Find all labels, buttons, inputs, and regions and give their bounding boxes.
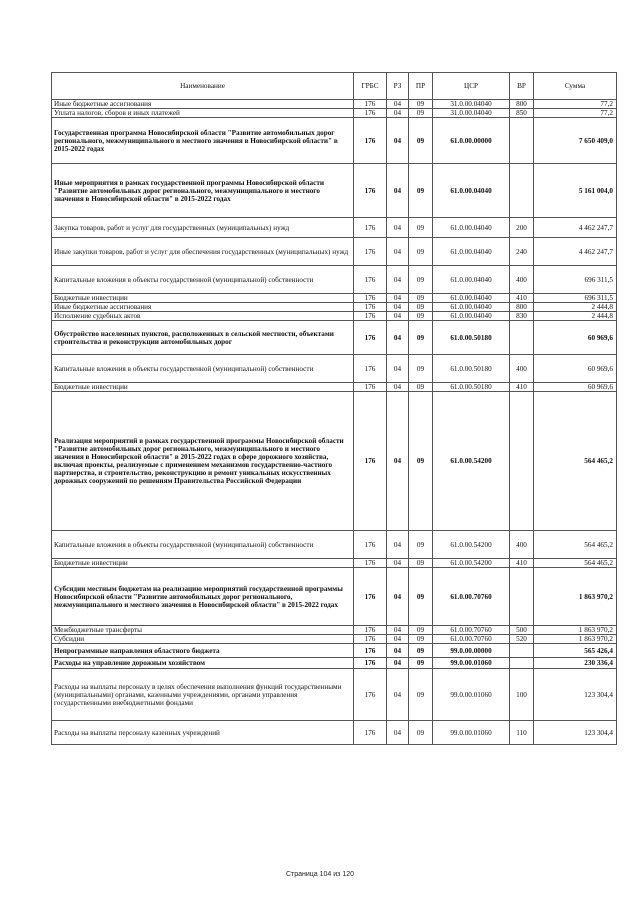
cell-grbs: 176 [354, 392, 387, 531]
cell-sum: 230 336,4 [534, 658, 617, 669]
cell-rz: 04 [387, 303, 409, 312]
table-row [52, 559, 617, 568]
cell-csr: 61.0.00.54200 [433, 531, 510, 559]
cell-name: Обустройство населенных пунктов, расположенных в сельской местности, объектами строительства и реконструкции автомобильных дорог [52, 321, 354, 355]
header-rz: РЗ [387, 73, 409, 100]
cell-pr: 09 [409, 164, 433, 218]
cell-name: Субсидии местным бюджетам на реализацию мероприятий государственной программы Новосибирской области "Развитие автомобильных дорог регионального, межмуниципального и местного значения в Новосибирской области" в 2015-2022 годах [52, 568, 354, 626]
cell-grbs: 176 [354, 109, 387, 118]
cell-csr: 99.0.00.01060 [433, 721, 510, 745]
cell-grbs: 176 [354, 635, 387, 644]
cell-pr: 09 [409, 635, 433, 644]
cell-csr: 99.0.00.00000 [433, 644, 510, 658]
cell-pr: 09 [409, 321, 433, 355]
cell-rz: 04 [387, 355, 409, 383]
cell-sum: 564 465,2 [534, 531, 617, 559]
cell-sum: 1 863 970,2 [534, 626, 617, 635]
cell-pr: 09 [409, 383, 433, 392]
cell-grbs: 176 [354, 721, 387, 745]
cell-name: Исполнение судебных актов [52, 312, 354, 321]
cell-rz: 04 [387, 392, 409, 531]
cell-rz: 04 [387, 321, 409, 355]
cell-vr: 400 [510, 355, 534, 383]
cell-rz: 04 [387, 658, 409, 669]
table-row [52, 531, 617, 559]
cell-csr: 99.0.00.01060 [433, 658, 510, 669]
cell-sum: 60 969,6 [534, 321, 617, 355]
cell-grbs: 176 [354, 118, 387, 164]
cell-name: Расходы на выплаты персоналу казенных учреждений [52, 721, 354, 745]
cell-sum: 2 444,8 [534, 303, 617, 312]
cell-sum: 77,2 [534, 100, 617, 109]
cell-vr [510, 658, 534, 669]
cell-vr: 800 [510, 100, 534, 109]
cell-csr: 61.0.00.04040 [433, 218, 510, 238]
cell-csr: 61.0.00.04040 [433, 312, 510, 321]
header-csr: ЦСР [433, 73, 510, 100]
cell-rz: 04 [387, 626, 409, 635]
cell-sum: 1 863 970,2 [534, 635, 617, 644]
cell-name: Бюджетные инвестиции [52, 383, 354, 392]
table-row [52, 266, 617, 294]
cell-vr: 830 [510, 312, 534, 321]
cell-grbs: 176 [354, 644, 387, 658]
cell-sum: 5 161 004,0 [534, 164, 617, 218]
cell-sum: 123 304,4 [534, 669, 617, 721]
cell-rz: 04 [387, 644, 409, 658]
cell-sum: 696 311,5 [534, 266, 617, 294]
cell-pr: 09 [409, 109, 433, 118]
cell-rz: 04 [387, 118, 409, 164]
cell-pr: 09 [409, 644, 433, 658]
cell-csr: 61.0.00.70760 [433, 635, 510, 644]
cell-pr: 09 [409, 294, 433, 303]
cell-grbs: 176 [354, 658, 387, 669]
cell-vr: 400 [510, 266, 534, 294]
cell-name: Расходы на выплаты персоналу в целях обеспечения выполнения функций государственными (муниципальными) органами, казенными учреждениями, органами управления государственными внебюджетными фондами [52, 669, 354, 721]
cell-pr: 09 [409, 392, 433, 531]
table-row [52, 109, 617, 118]
cell-vr: 100 [510, 669, 534, 721]
table-row [52, 383, 617, 392]
cell-pr: 09 [409, 266, 433, 294]
cell-name: Реализация мероприятий в рамках государственной программы Новосибирской области "Развитие автомобильных дорог регионального, межмуниципального и местного значения в Новосибирской области" в 2015-2022 годах в сфере дорожного хозяйства, включая проекты, реализуемые с применением механизмов государственно-частного партнерства, и строительство, реконструкцию и ремонт уникальных искусственных дорожных сооружений по решениям Правительства Российской Федерации [52, 392, 354, 531]
cell-name: Бюджетные инвестиции [52, 294, 354, 303]
cell-vr: 400 [510, 531, 534, 559]
cell-name: Субсидии [52, 635, 354, 644]
cell-vr: 200 [510, 218, 534, 238]
cell-name: Иные бюджетные ассигнования [52, 100, 354, 109]
cell-rz: 04 [387, 266, 409, 294]
cell-rz: 04 [387, 635, 409, 644]
cell-name: Капитальные вложения в объекты государственной (муниципальной) собственности [52, 355, 354, 383]
cell-name: Капитальные вложения в объекты государственной (муниципальной) собственности [52, 266, 354, 294]
cell-rz: 04 [387, 164, 409, 218]
cell-vr: 110 [510, 721, 534, 745]
cell-grbs: 176 [354, 568, 387, 626]
cell-rz: 04 [387, 721, 409, 745]
cell-name: Иные мероприятия в рамках государственной программы Новосибирской области "Развитие автомобильных дорог регионального, межмуниципального и местного значения в Новосибирской области" в 2015-2022 годах [52, 164, 354, 218]
cell-name: Межбюджетные трансферты [52, 626, 354, 635]
cell-csr: 61.0.00.04040 [433, 164, 510, 218]
cell-csr: 61.0.00.04040 [433, 266, 510, 294]
cell-name: Расходы на управление дорожным хозяйством [52, 658, 354, 669]
table-row [52, 321, 617, 355]
cell-grbs: 176 [354, 238, 387, 266]
cell-pr: 09 [409, 218, 433, 238]
cell-pr: 09 [409, 312, 433, 321]
cell-name: Уплата налогов, сборов и иных платежей [52, 109, 354, 118]
cell-grbs: 176 [354, 559, 387, 568]
cell-pr: 09 [409, 559, 433, 568]
cell-rz: 04 [387, 238, 409, 266]
cell-sum: 564 465,2 [534, 559, 617, 568]
cell-grbs: 176 [354, 164, 387, 218]
cell-rz: 04 [387, 383, 409, 392]
cell-csr: 61.0.00.54200 [433, 392, 510, 531]
table-row [52, 355, 617, 383]
cell-vr: 500 [510, 626, 534, 635]
cell-grbs: 176 [354, 218, 387, 238]
cell-pr: 09 [409, 669, 433, 721]
cell-pr: 09 [409, 355, 433, 383]
table-row [52, 303, 617, 312]
cell-sum: 1 863 970,2 [534, 568, 617, 626]
cell-csr: 61.0.00.70760 [433, 568, 510, 626]
table-row [52, 100, 617, 109]
table-row [52, 118, 617, 164]
cell-vr: 240 [510, 238, 534, 266]
cell-csr: 61.0.00.04040 [433, 303, 510, 312]
cell-rz: 04 [387, 294, 409, 303]
table-row [52, 238, 617, 266]
cell-pr: 09 [409, 568, 433, 626]
table-row [52, 635, 617, 644]
table-row [52, 658, 617, 669]
cell-csr: 31.0.00.04040 [433, 100, 510, 109]
cell-sum: 2 444,8 [534, 312, 617, 321]
cell-grbs: 176 [354, 303, 387, 312]
table-row [52, 218, 617, 238]
cell-vr: 410 [510, 559, 534, 568]
table-row [52, 164, 617, 218]
table-row [52, 644, 617, 658]
cell-grbs: 176 [354, 294, 387, 303]
header-vr: ВР [510, 73, 534, 100]
cell-name: Бюджетные инвестиции [52, 559, 354, 568]
page-footer: Страница 104 из 120 [285, 871, 355, 878]
cell-grbs: 176 [354, 355, 387, 383]
header-name: Наименование [52, 73, 354, 100]
cell-name: Иные бюджетные ассигнования [52, 303, 354, 312]
cell-grbs: 176 [354, 321, 387, 355]
cell-csr: 61.0.00.50180 [433, 355, 510, 383]
cell-csr: 61.0.00.04040 [433, 294, 510, 303]
cell-sum: 4 462 247,7 [534, 238, 617, 266]
cell-sum: 60 969,6 [534, 383, 617, 392]
cell-pr: 09 [409, 303, 433, 312]
cell-grbs: 176 [354, 383, 387, 392]
cell-pr: 09 [409, 118, 433, 164]
cell-grbs: 176 [354, 531, 387, 559]
table-row [52, 392, 617, 531]
cell-grbs: 176 [354, 669, 387, 721]
cell-sum: 123 304,4 [534, 721, 617, 745]
budget-table [51, 72, 617, 745]
cell-vr: 410 [510, 294, 534, 303]
cell-sum: 7 650 409,0 [534, 118, 617, 164]
cell-csr: 61.0.00.54200 [433, 559, 510, 568]
header-grbs: ГРБС [354, 73, 387, 100]
cell-sum: 77,2 [534, 109, 617, 118]
cell-rz: 04 [387, 100, 409, 109]
cell-vr [510, 321, 534, 355]
cell-csr: 61.0.00.50180 [433, 321, 510, 355]
cell-pr: 09 [409, 238, 433, 266]
table-row [52, 568, 617, 626]
table-row [52, 669, 617, 721]
cell-csr: 61.0.00.04040 [433, 238, 510, 266]
cell-name: Капитальные вложения в объекты государственной (муниципальной) собственности [52, 531, 354, 559]
cell-vr [510, 644, 534, 658]
cell-pr: 09 [409, 658, 433, 669]
table-row [52, 312, 617, 321]
cell-sum: 565 426,4 [534, 644, 617, 658]
cell-rz: 04 [387, 531, 409, 559]
cell-rz: 04 [387, 109, 409, 118]
header-pr: ПР [409, 73, 433, 100]
cell-rz: 04 [387, 669, 409, 721]
cell-rz: 04 [387, 312, 409, 321]
cell-pr: 09 [409, 100, 433, 109]
cell-sum: 564 465,2 [534, 392, 617, 531]
cell-grbs: 176 [354, 312, 387, 321]
table-body [52, 100, 617, 745]
cell-vr: 850 [510, 109, 534, 118]
cell-sum: 4 462 247,7 [534, 218, 617, 238]
table-row [52, 626, 617, 635]
cell-name: Непрограммные направления областного бюджета [52, 644, 354, 658]
cell-name: Закупка товаров, работ и услуг для государственных (муниципальных) нужд [52, 218, 354, 238]
header-sum: Сумма [534, 73, 617, 100]
cell-sum: 696 311,5 [534, 294, 617, 303]
cell-pr: 09 [409, 626, 433, 635]
cell-vr: 800 [510, 303, 534, 312]
cell-rz: 04 [387, 559, 409, 568]
cell-vr: 410 [510, 383, 534, 392]
cell-grbs: 176 [354, 266, 387, 294]
cell-pr: 09 [409, 531, 433, 559]
cell-sum: 60 969,6 [534, 355, 617, 383]
cell-vr: 520 [510, 635, 534, 644]
cell-pr: 09 [409, 721, 433, 745]
cell-vr [510, 392, 534, 531]
budget-table-sheet [51, 72, 616, 745]
cell-csr: 61.0.00.50180 [433, 383, 510, 392]
cell-name: Государственная программа Новосибирской области "Развитие автомобильных дорог регионального, межмуниципального и местного значения в Новосибирской области" в 2015-2022 годах [52, 118, 354, 164]
cell-csr: 61.0.00.00000 [433, 118, 510, 164]
cell-name: Иные закупки товаров, работ и услуг для обеспечения государственных (муниципальных) нужд [52, 238, 354, 266]
cell-grbs: 176 [354, 626, 387, 635]
cell-grbs: 176 [354, 100, 387, 109]
cell-vr [510, 164, 534, 218]
cell-rz: 04 [387, 568, 409, 626]
cell-vr [510, 118, 534, 164]
cell-rz: 04 [387, 218, 409, 238]
cell-csr: 31.0.00.04040 [433, 109, 510, 118]
table-row [52, 294, 617, 303]
cell-csr: 99.0.00.01060 [433, 669, 510, 721]
table-row [52, 721, 617, 745]
cell-csr: 61.0.00.70760 [433, 626, 510, 635]
table-header-row [52, 73, 617, 100]
cell-vr [510, 568, 534, 626]
